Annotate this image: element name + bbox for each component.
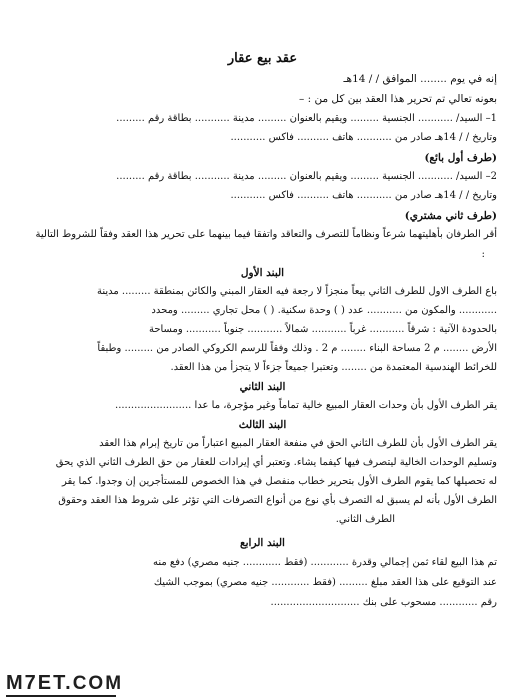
party1-identity-line: 1– السيد/ ........... الجنسية ......... ويقيم بالعنوان ......... مدينة ........... بطاقة رقم ......... [116,113,497,124]
clause4-line: رقم ............ مسحوب على بنك ............................ [270,597,497,608]
clause4-line: تم هذا البيع لقاء ثمن إجمالي وقدرة ............ (فقط ............ جنيه مصري) دفع منه [152,557,497,568]
watermark-tld-text: COM [72,673,124,694]
clause1-line: للخرائط الهندسية المعتمدة من ........ وتعتبرا جميعاً جزءاً لا يتجزأ من هذا العقد. [170,362,497,373]
watermark-underline [6,695,116,697]
clause1-line: بالحدودة الآتية : شرقاً ........... غرباً ........... شمالاً ........... جنوباً ........... ومساحة [148,324,497,335]
preamble-parties-line: بعونه تعالي تم تحرير هذا العقد بين كل من : – [298,93,497,105]
site-watermark-logo [6,672,123,695]
clause2-heading: البند الثاني [239,381,286,393]
clause1-line: باع الطرف الاول للطرف الثاني بيعاً منجزاً لا رجعة فيه العقار المبني والكائن بمنطقة ......... مدينة [96,286,497,297]
clause3-line: الطرف الثاني. [335,514,395,525]
preamble-date-line: إنه في يوم ........ الموافق / / 14هـ [343,73,497,85]
watermark-dot: . [65,672,73,694]
clause3-heading: البند الثالث [238,419,287,431]
document-title: عقد بيع عقار [227,51,298,66]
clause2-line: يقر الطرف الأول بأن وحدات العقار المبيع خالية تماماً وغير مؤجرة، ما عدا ........................ [115,400,497,411]
clause3-line: له تحصيلها كما يقوم الطرف الأول بتحرير خطاب منفصل في هذا الخصوص للمستأجرين إن وجدوا. كما يقر [62,476,497,487]
clause1-line: الأرض ........ م 2 مساحة البناء ........ م 2 . وذلك وفقاً للرسم الكروكي الصادر من ......... وطبقاً [97,343,497,354]
clause3-line: وتسليم الوحدات الخالية ليتصرف فيها كيفما يشاء. وتعتبر أي إيرادات للعقار من حق الطرف الثاني الذي يحق [55,457,497,468]
party2-id-details-line: وتاريخ / / 14هـ صادر من ........... هاتف .......... فاكس ........... [230,190,497,201]
clause1-heading: البند الأول [240,267,285,279]
party2-role-label: (طرف ثاني مشتري) [404,210,497,222]
clause4-line: عند التوقيع على هذا العقد مبلغ ......... (فقط ............ جنيه مصري) بموجب الشيك [153,577,497,588]
clause3-line: الطرف الأول بأنه لم يسبق له التصرف بأي نوع من أنواع التصرفات التي تؤثر على شروط هذا العقد وحقوق [58,495,497,506]
clause1-line: ............ والمكون من ........... عدد ( ) وحدة سكنية. ( ) محل تجاري ......... ومحدد [151,305,497,316]
intro-paragraph-colon: : [481,248,485,260]
intro-paragraph-line: أقر الطرفان بأهليتهما شرعاً ونظاماً للتصرف والتعاقد واتفقا فيما بينهما على تحرير هذا العقد وفقاً للشروط التالية [35,229,497,240]
party1-id-details-line: وتاريخ / / 14هـ صادر من ........... هاتف .......... فاكس ........... [230,132,497,143]
party1-role-label: (طرف أول بائع) [424,152,497,164]
clause4-heading: البند الرابع [240,537,285,549]
party2-identity-line: 2– السيد/ ........... الجنسية ......... ويقيم بالعنوان ......... مدينة ........... بطاقة رقم ......... [116,171,497,182]
clause3-line: يقر الطرف الأول بأن للطرف الثاني الحق في منفعة العقار المبيع اعتباراً من تاريخ إبرام هذا العقد [99,438,497,449]
watermark-main-text: M7ET [6,672,66,694]
